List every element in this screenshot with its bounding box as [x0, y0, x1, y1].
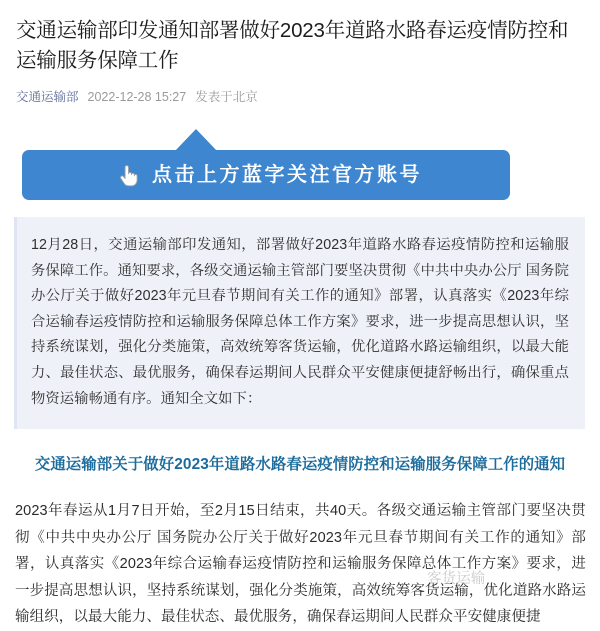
- summary-text: 12月28日，交通运输部印发通知，部署做好2023年道路水路春运疫情防控和运输服务保障工作。通知要求，各级交通运输主管部门要坚决贯彻《中共中央办公厅 国务院办公厅关于做好2023年元旦春节期间有关工作的通知》部署，认真落实《2023年综合运输春运疫情防控和运输服务保障总体工作方案》要求，进一步提高思想认识，坚持系统谋划，强化分类施策，高效统筹客货运输，优化道路水路运输组织，以最大能力、最佳状态、最优服务，确保春运期间人民群众平安健康便捷舒畅出行，确保重点物资运输畅通有序。通知全文如下：: [31, 237, 569, 407]
- account-name[interactable]: 交通运输部: [16, 90, 79, 104]
- publish-datetime: 2022-12-28 15:27: [87, 90, 187, 104]
- pointing-hand-icon: [116, 164, 138, 188]
- section-heading: 交通运输部关于做好2023年道路水路春运疫情防控和运输服务保障工作的通知: [34, 456, 566, 474]
- publish-location: 发表于北京: [195, 90, 258, 104]
- article-meta: [0, 76, 600, 106]
- page-title: 交通运输部印发通知部署做好2023年道路水路春运疫情防控和运输服务保障工作: [16, 19, 569, 72]
- summary-block: [14, 217, 585, 429]
- follow-account-banner[interactable]: [22, 150, 510, 200]
- follow-banner-label: 点击上方蓝字关注官方账号: [152, 164, 422, 186]
- watermark-text: 客货运输: [427, 571, 486, 588]
- body-paragraph-text: 2023年春运从1月7日开始，至2月15日结束，共40天。各级交通运输主管部门要坚决贯彻《中共中央办公厅 国务院办公厅关于做好2023年元旦春节期间有关工作的通知》部署，认真落实《2023年综合运输春运疫情防控和运输服务保障总体工作方案》要求，进一步提高思想认识，坚持系统谋划，强化分类施策，高效统筹客货运输，优化道路水路运输组织，以最大能力、最佳状态、最优服务，确保春运期间人民群众平安健康便捷: [15, 503, 586, 626]
- follow-banner-container: [0, 129, 600, 201]
- up-arrow-pointer-icon: [174, 129, 218, 152]
- body-paragraph-container: [15, 498, 586, 631]
